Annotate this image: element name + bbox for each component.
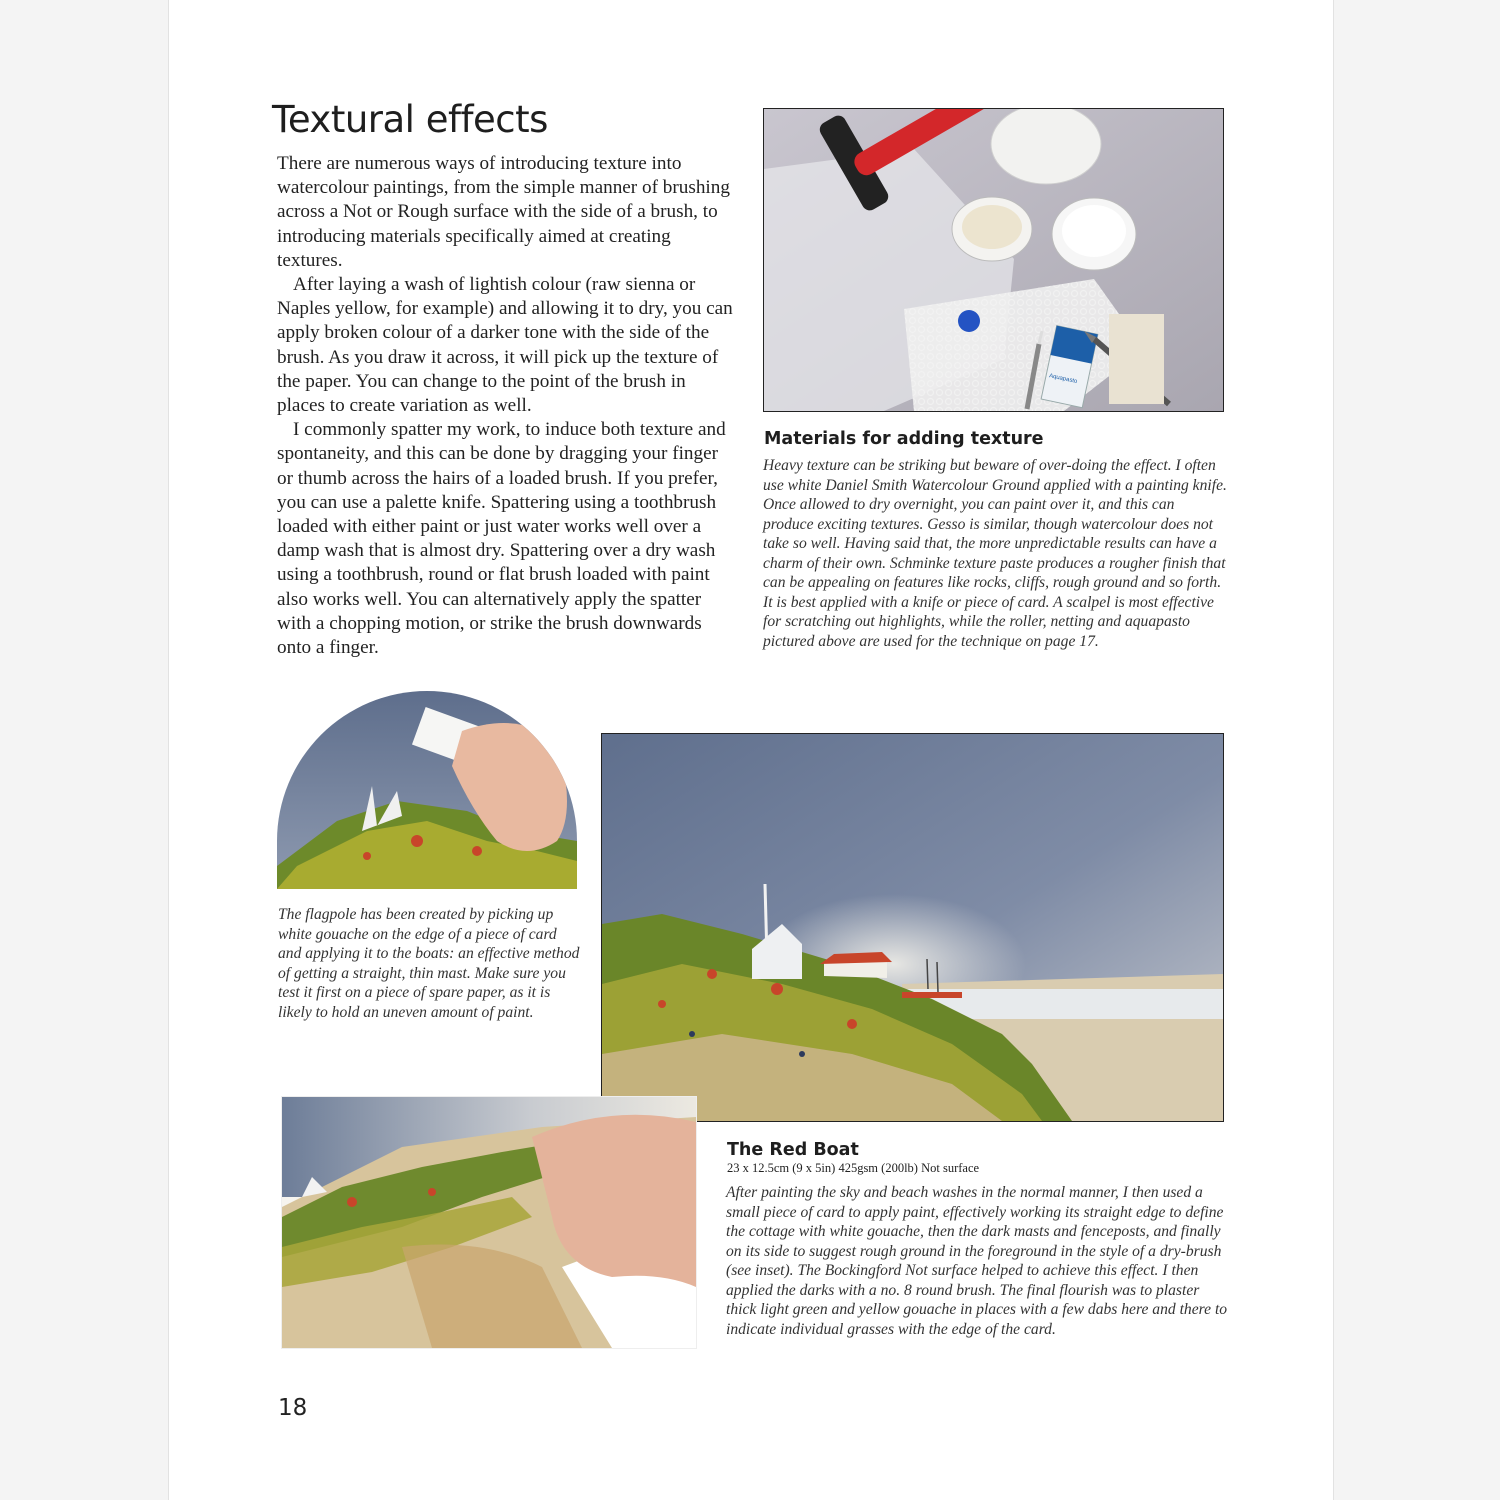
body-paragraph: I commonly spatter my work, to induce both texture and spontaneity, and this can be done by dragging your finger or thumb across the hairs of a loaded brush. If you prefer, you can use a palette knife. Spattering using a toothbrush loaded with either paint or just water works well over a damp wash that is almost dry. Spattering over a dry wash using a toothbrush, round or flat brush loaded with paint also works well. You can alternatively apply the spatter with a chopping motion, or strike the brush downwards onto a finger.: [277, 419, 726, 659]
dry-brush-inset-photo: [281, 1096, 697, 1349]
materials-caption-text: Heavy texture can be striking but beware of over-doing the effect. I often use white Daniel Smith Watercolour Ground applied with a painting knife. Once allowed to dry overnight, you can paint over it, and this can produce exciting textures. Gesso is similar, though watercolour does not take so well. Having said that, the more unpredictable results can have a charm of their own. Schminke texture paste produces a rougher finish that can be appealing on features like rocks, cliffs, rough ground and so forth. It is best applied with a knife or piece of card. A scalpel is most effective for scratching out highlights, while the roller, netting and aquapasto pictured above are used for the technique on page 17.: [763, 457, 1227, 650]
painting-title: The Red Boat: [727, 1140, 859, 1160]
page-number: 18: [278, 1395, 308, 1421]
body-text: [277, 152, 737, 660]
painting-caption-text: After painting the sky and beach washes in the normal manner, I then used a small piece of card to apply paint, effectively working its straight edge to define the cottage with white gouache, then the dark masts and fenceposts, and finally on its side to suggest rough ground in the foreground in the style of a dry-brush (see inset). The Bockingford Not surface helped to achieve this effect. I then applied the darks with a no. 8 round brush. The final flourish was to plaster thick light green and yellow gouache in places with a few dabs here and there to indicate individual grasses with the edge of the card.: [726, 1184, 1228, 1338]
tube-label: Aquapasto: [1048, 373, 1078, 386]
red-boat-painting: [601, 733, 1224, 1122]
blue-cap-icon: [958, 310, 980, 332]
materials-photo: [763, 108, 1224, 412]
body-paragraph: After laying a wash of lightish colour (raw sienna or Naples yellow, for example) and allowing it to dry, you can apply broken colour of a darker tone with the side of the brush. As you draw it across, it will pick up the texture of the paper. You can change to the point of the brush in places to create variation as well.: [277, 274, 733, 417]
red-boat-icon: [902, 992, 962, 998]
card-icon: [1109, 314, 1164, 404]
materials-caption-title: Materials for adding texture: [764, 429, 1044, 449]
page-title: Textural effects: [272, 98, 548, 141]
body-paragraph: There are numerous ways of introducing texture into watercolour paintings, from the simple manner of brushing across a Not or Rough surface with the side of a brush, to introducing materials specifically aimed at creating textures.: [277, 153, 730, 271]
flagpole-caption-text: The flagpole has been created by picking up white gouache on the edge of a piece of card and applying it to the boats: an effective method of getting a straight, thin mast. Make sure you test it first on a piece of spare paper, as it is likely to hold an uneven amount of paint.: [278, 906, 580, 1021]
painting-meta: 23 x 12.5cm (9 x 5in) 425gsm (200lb) Not surface: [727, 1161, 980, 1175]
